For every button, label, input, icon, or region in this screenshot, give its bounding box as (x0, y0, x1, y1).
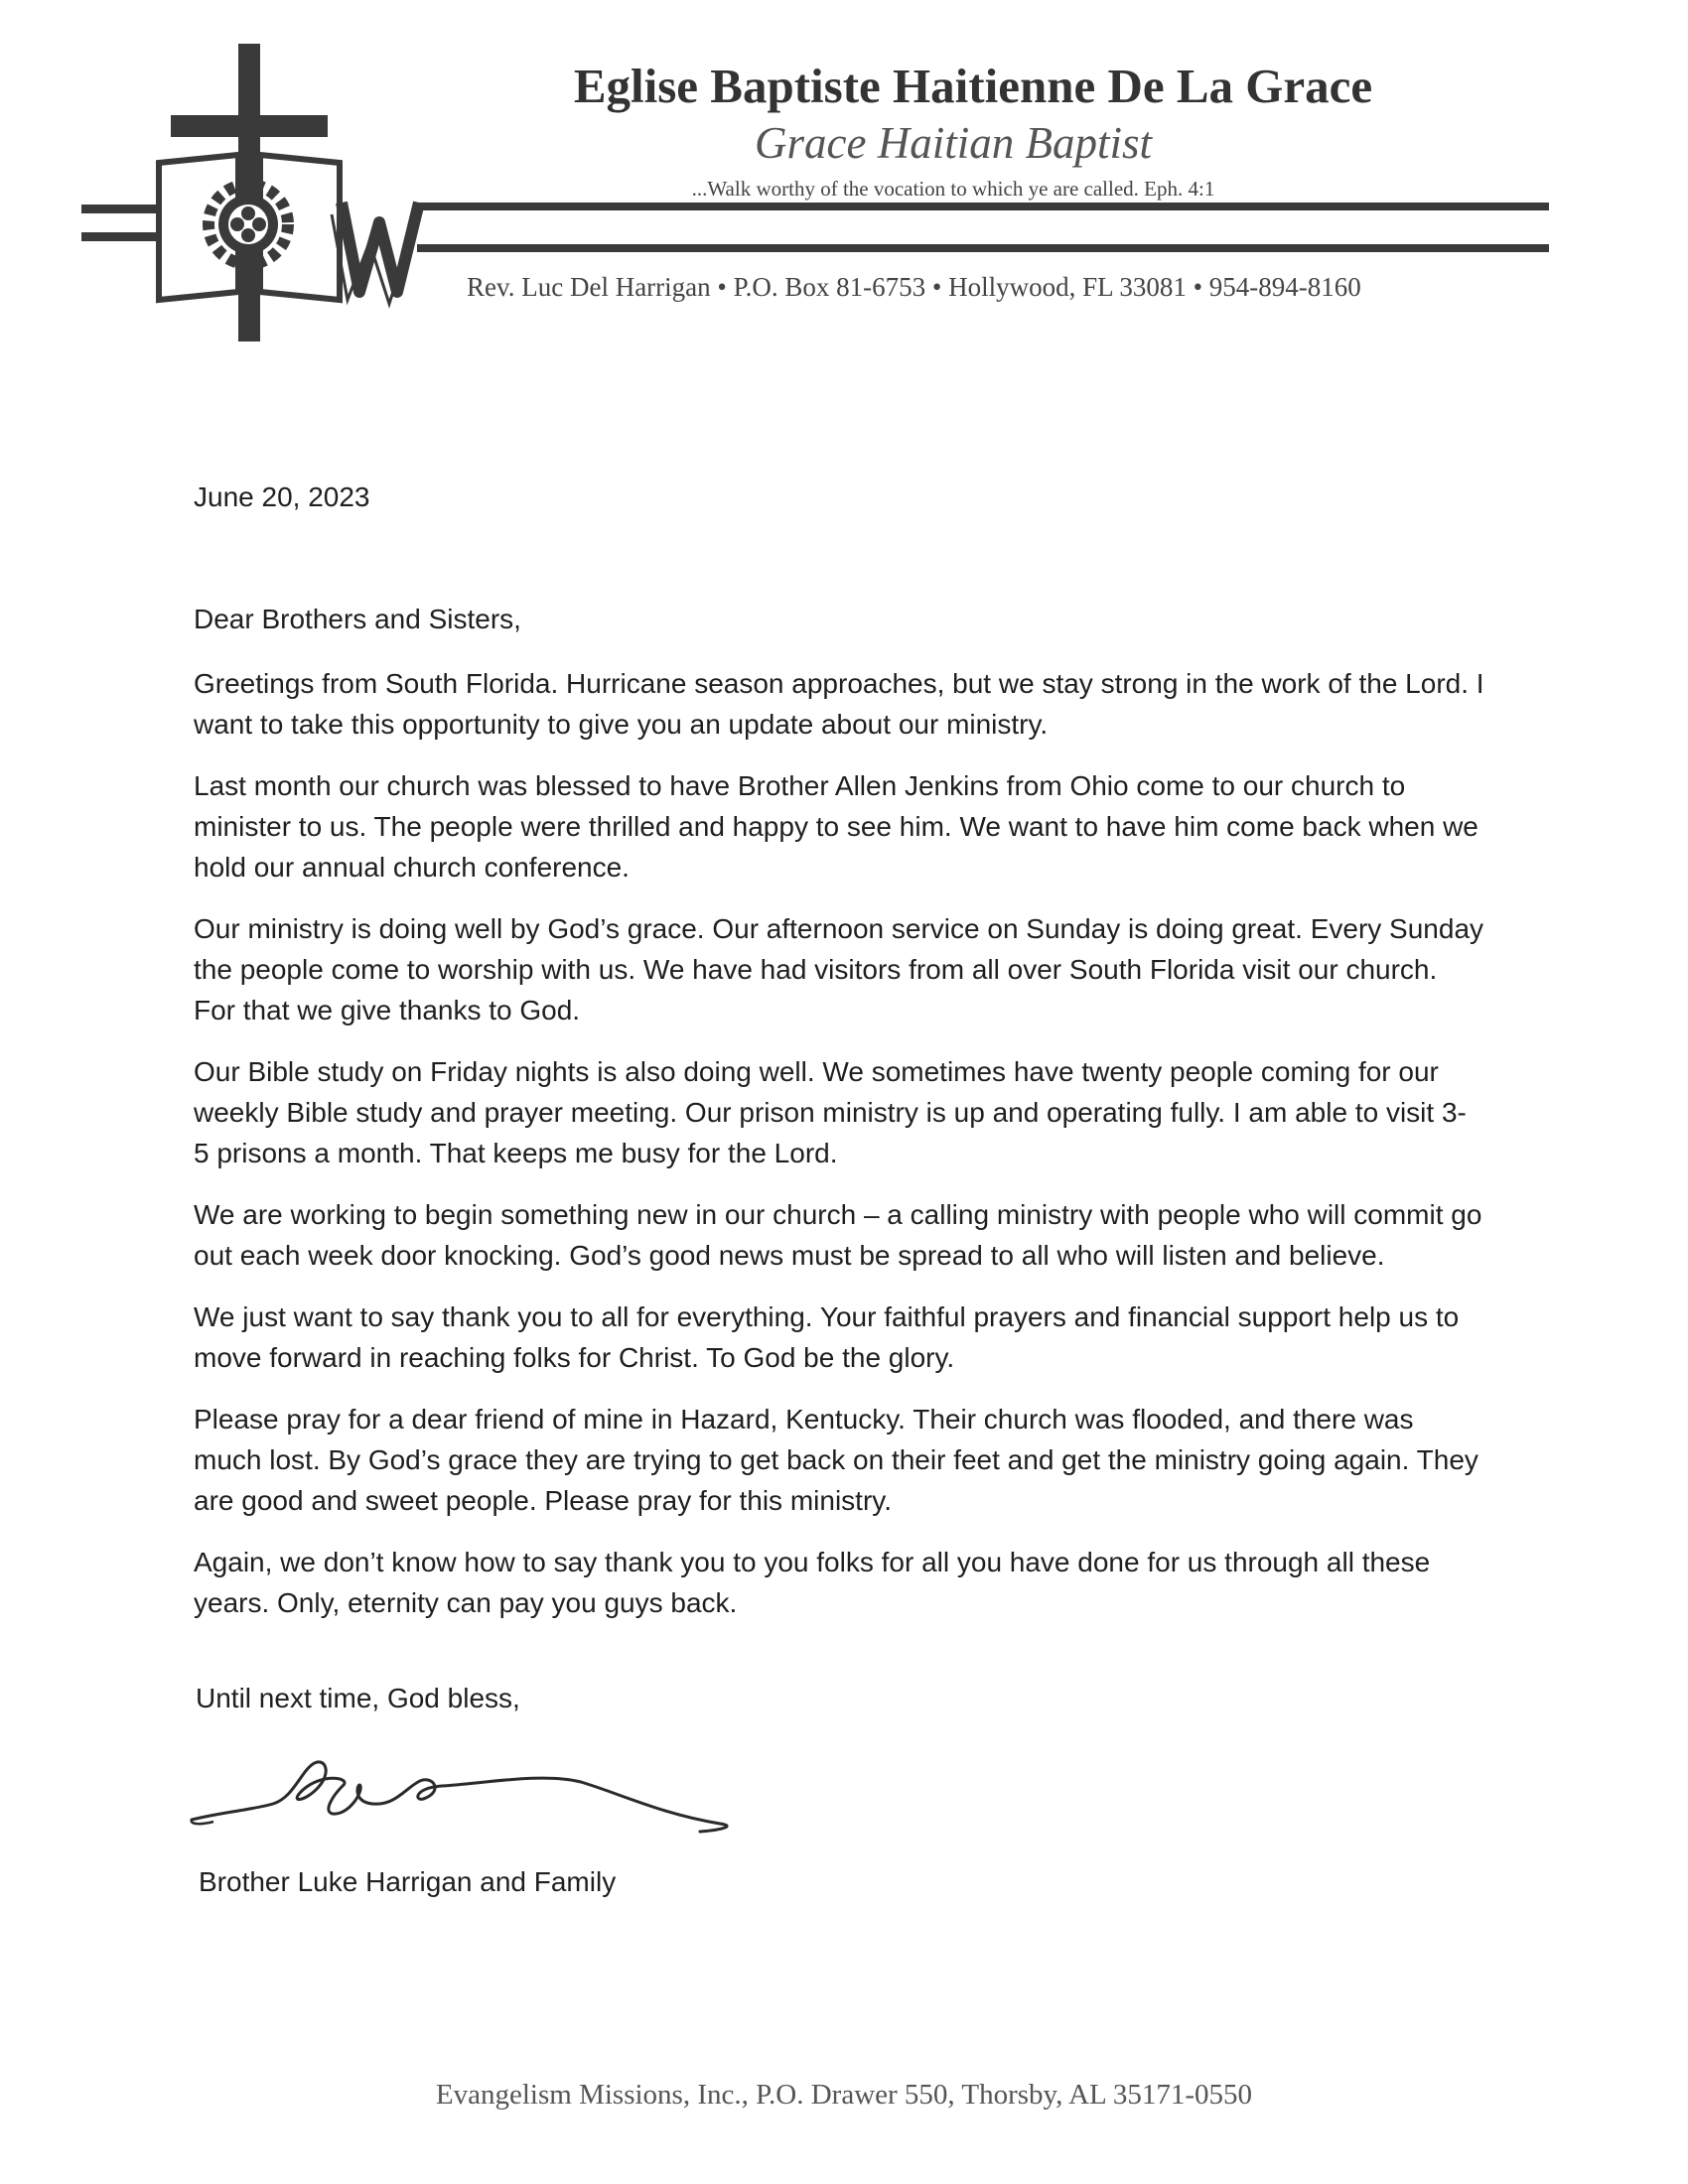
header-rule-top (417, 203, 1549, 210)
paragraph: Our ministry is doing well by God’s grace. Our afternoon service on Sunday is doing great. Every Sunday the people come to worship with us. We have had visitors from all over South Florida visit our church. For that we give thanks to God. (194, 913, 1484, 1025)
letter-closing: Until next time, God bless, (196, 1683, 520, 1713)
handwritten-signature (184, 1742, 740, 1851)
footer-address: Evangelism Missions, Inc., P.O. Drawer 550, Thorsby, AL 35171-0550 (435, 2079, 1253, 2111)
scripture-verse: ...Walk worthy of the vocation to which ye are called. Eph. 4:1 (691, 177, 1215, 201)
paragraph: Our Bible study on Friday nights is also doing well. We sometimes have twenty people coming for our weekly Bible study and prayer meeting. Our prison ministry is up and operating fully. I am able to visit 3- 5 prisons a month. That keeps me busy for the Lord. (194, 1056, 1467, 1168)
letter-body (194, 663, 1484, 1644)
paragraph: We just want to say thank you to all for everything. Your faithful prayers and financial support help us to move forward in reaching folks for Christ. To God be the glory. (194, 1301, 1460, 1373)
letter-greeting: Dear Brothers and Sisters, (194, 604, 521, 634)
church-name: Eglise Baptiste Haitienne De La Grace (573, 59, 1373, 113)
church-logo-icon (81, 44, 479, 351)
church-name-english: Grace Haitian Baptist (755, 118, 1152, 168)
signer-name: Brother Luke Harrigan and Family (199, 1866, 617, 1897)
paragraph: Last month our church was blessed to have Brother Allen Jenkins from Ohio come to our church to minister to us. The people were thrilled and happy to see him. We want to have him come back when we hold our annual church conference. (194, 770, 1478, 883)
letter-date: June 20, 2023 (194, 481, 370, 512)
paragraph: Please pray for a dear friend of mine in Hazard, Kentucky. Their church was flooded, and there was much lost. By God’s grace they are trying to get back on their feet and get the ministry going again. They are good and sweet people. Please pray for this ministry. (194, 1404, 1478, 1516)
letterhead-address: Rev. Luc Del Harrigan • P.O. Box 81-6753 • Hollywood, FL 33081 • 954-894-8160 (467, 272, 1361, 302)
paragraph: Again, we don’t know how to say thank you to you folks for all you have done for us through all these years. Only, eternity can pay you guys back. (194, 1547, 1431, 1618)
paragraph: We are working to begin something new in our church – a calling ministry with people who will commit go out each week door knocking. God’s good news must be spread to all who will listen and believe. (194, 1199, 1482, 1271)
paragraph: Greetings from South Florida. Hurricane season approaches, but we stay strong in the work of the Lord. I want to take this opportunity to give you an update about our ministry. (194, 668, 1484, 740)
header-rule-bottom (417, 244, 1549, 252)
